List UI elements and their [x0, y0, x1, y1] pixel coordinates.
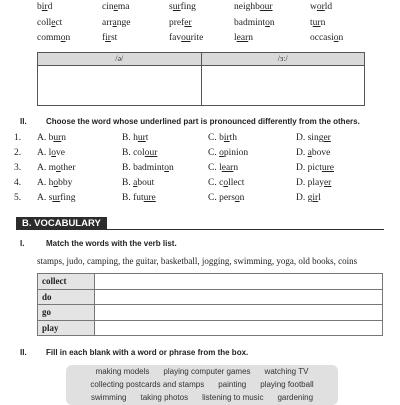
instruction-text: Fill in each blank with a word or phrase from the box.	[46, 348, 249, 357]
instruction-text: Match the words with the verb list.	[46, 239, 177, 248]
answer-option: B. about	[122, 178, 155, 188]
answer-option: B. colour	[122, 148, 158, 158]
phrase-option: swimming	[90, 393, 127, 402]
phrase-option: making models	[95, 367, 150, 376]
phrase-line	[66, 378, 338, 391]
word: occasion	[310, 33, 344, 43]
phrase-option: listening to music	[202, 393, 264, 402]
answer-option: B. hurt	[122, 133, 149, 143]
verb-answer-cell[interactable]	[95, 274, 383, 290]
answer-cell-schwa[interactable]	[38, 66, 202, 105]
vocab-2-instruction	[20, 348, 248, 357]
verb-answer-cell[interactable]	[95, 320, 383, 336]
sound-sort-table	[37, 52, 365, 106]
verb-row	[38, 320, 383, 336]
question-row	[14, 178, 384, 193]
column-header-er: /ɜː/	[277, 54, 288, 63]
answer-option: D. girl	[296, 193, 321, 203]
question-row	[14, 193, 384, 208]
word: surfing	[169, 2, 196, 12]
phrase-box	[66, 365, 338, 405]
verb-row	[38, 305, 383, 321]
answer-option: B. badminton	[122, 163, 174, 173]
word: arrange	[102, 17, 131, 28]
verb-label: play	[38, 320, 95, 336]
verb-match-table	[37, 273, 383, 336]
answer-option: B. future	[122, 193, 156, 203]
word: prefer	[169, 17, 192, 28]
answer-option: A. burn	[37, 133, 67, 143]
answer-option: A. love	[37, 148, 65, 158]
exercise-number: I.	[20, 239, 25, 248]
phrase-option: playing football	[260, 380, 314, 389]
phrase-line	[66, 391, 338, 404]
word: cinema	[102, 2, 130, 12]
answer-option: C. opinion	[208, 148, 249, 158]
phrase-option: painting	[218, 380, 247, 389]
section-heading: B. VOCABULARY	[16, 217, 107, 230]
phrase-option: collecting postcards and stamps	[90, 380, 205, 389]
word: learn	[234, 33, 253, 43]
instruction-text: Choose the word whose underlined part is pronounced differently from the others.	[46, 117, 360, 126]
word: collect	[37, 17, 63, 28]
verb-label: go	[38, 305, 95, 321]
answer-option: C. birth	[208, 133, 238, 143]
phrase-option: gardening	[277, 393, 314, 402]
answer-option: D. singer	[296, 133, 331, 143]
verb-answer-cell[interactable]	[95, 289, 383, 305]
question-row	[14, 163, 384, 178]
answer-option: D. picture	[296, 163, 334, 173]
verb-label: do	[38, 289, 95, 305]
verb-answer-cell[interactable]	[95, 305, 383, 321]
section-divider	[16, 229, 384, 230]
word: favourite	[169, 33, 204, 43]
verb-row	[38, 289, 383, 305]
word-row	[37, 2, 367, 18]
word: bird	[37, 2, 53, 12]
answer-option: A. surfing	[37, 193, 76, 203]
phrase-option: playing computer games	[163, 367, 251, 376]
exercise-number: II.	[20, 117, 27, 126]
answer-option: C. person	[208, 193, 245, 203]
word-row	[37, 33, 367, 49]
word: first	[102, 33, 118, 43]
exercise-number: II.	[20, 348, 27, 357]
answer-option: A. hobby	[37, 178, 73, 188]
question-number: 5.	[14, 193, 22, 203]
pronunciation-options	[14, 133, 384, 208]
word: common	[37, 33, 71, 43]
answer-option: D. player	[296, 178, 332, 188]
verb-label: collect	[38, 274, 95, 290]
answer-cell-er[interactable]	[202, 66, 365, 105]
question-row	[14, 148, 384, 163]
word: badminton	[234, 17, 275, 28]
word-list: stamps, judo, camping, the guitar, basketball, jogging, swimming, yoga, old books, coins	[37, 256, 358, 266]
question-number: 1.	[14, 133, 22, 143]
answer-option: D. above	[296, 148, 331, 158]
vocab-1-instruction	[20, 239, 177, 248]
word: turn	[310, 17, 326, 28]
word: neighbour	[234, 2, 273, 12]
answer-option: A. mother	[37, 163, 76, 173]
exercise-2-instruction	[20, 117, 360, 126]
word: world	[310, 2, 333, 12]
question-number: 2.	[14, 148, 22, 158]
question-number: 4.	[14, 178, 22, 188]
question-number: 3.	[14, 163, 22, 173]
verb-row	[38, 274, 383, 290]
answer-option: C. learn	[208, 163, 239, 173]
word-row	[37, 18, 367, 34]
question-row	[14, 133, 384, 148]
phrase-option: watching TV	[264, 367, 309, 376]
column-header-schwa: /ə/	[38, 53, 202, 65]
word-grid	[37, 2, 367, 49]
answer-option: C. collect	[208, 178, 245, 188]
phrase-line	[66, 365, 338, 378]
phrase-option: taking photos	[140, 393, 189, 402]
